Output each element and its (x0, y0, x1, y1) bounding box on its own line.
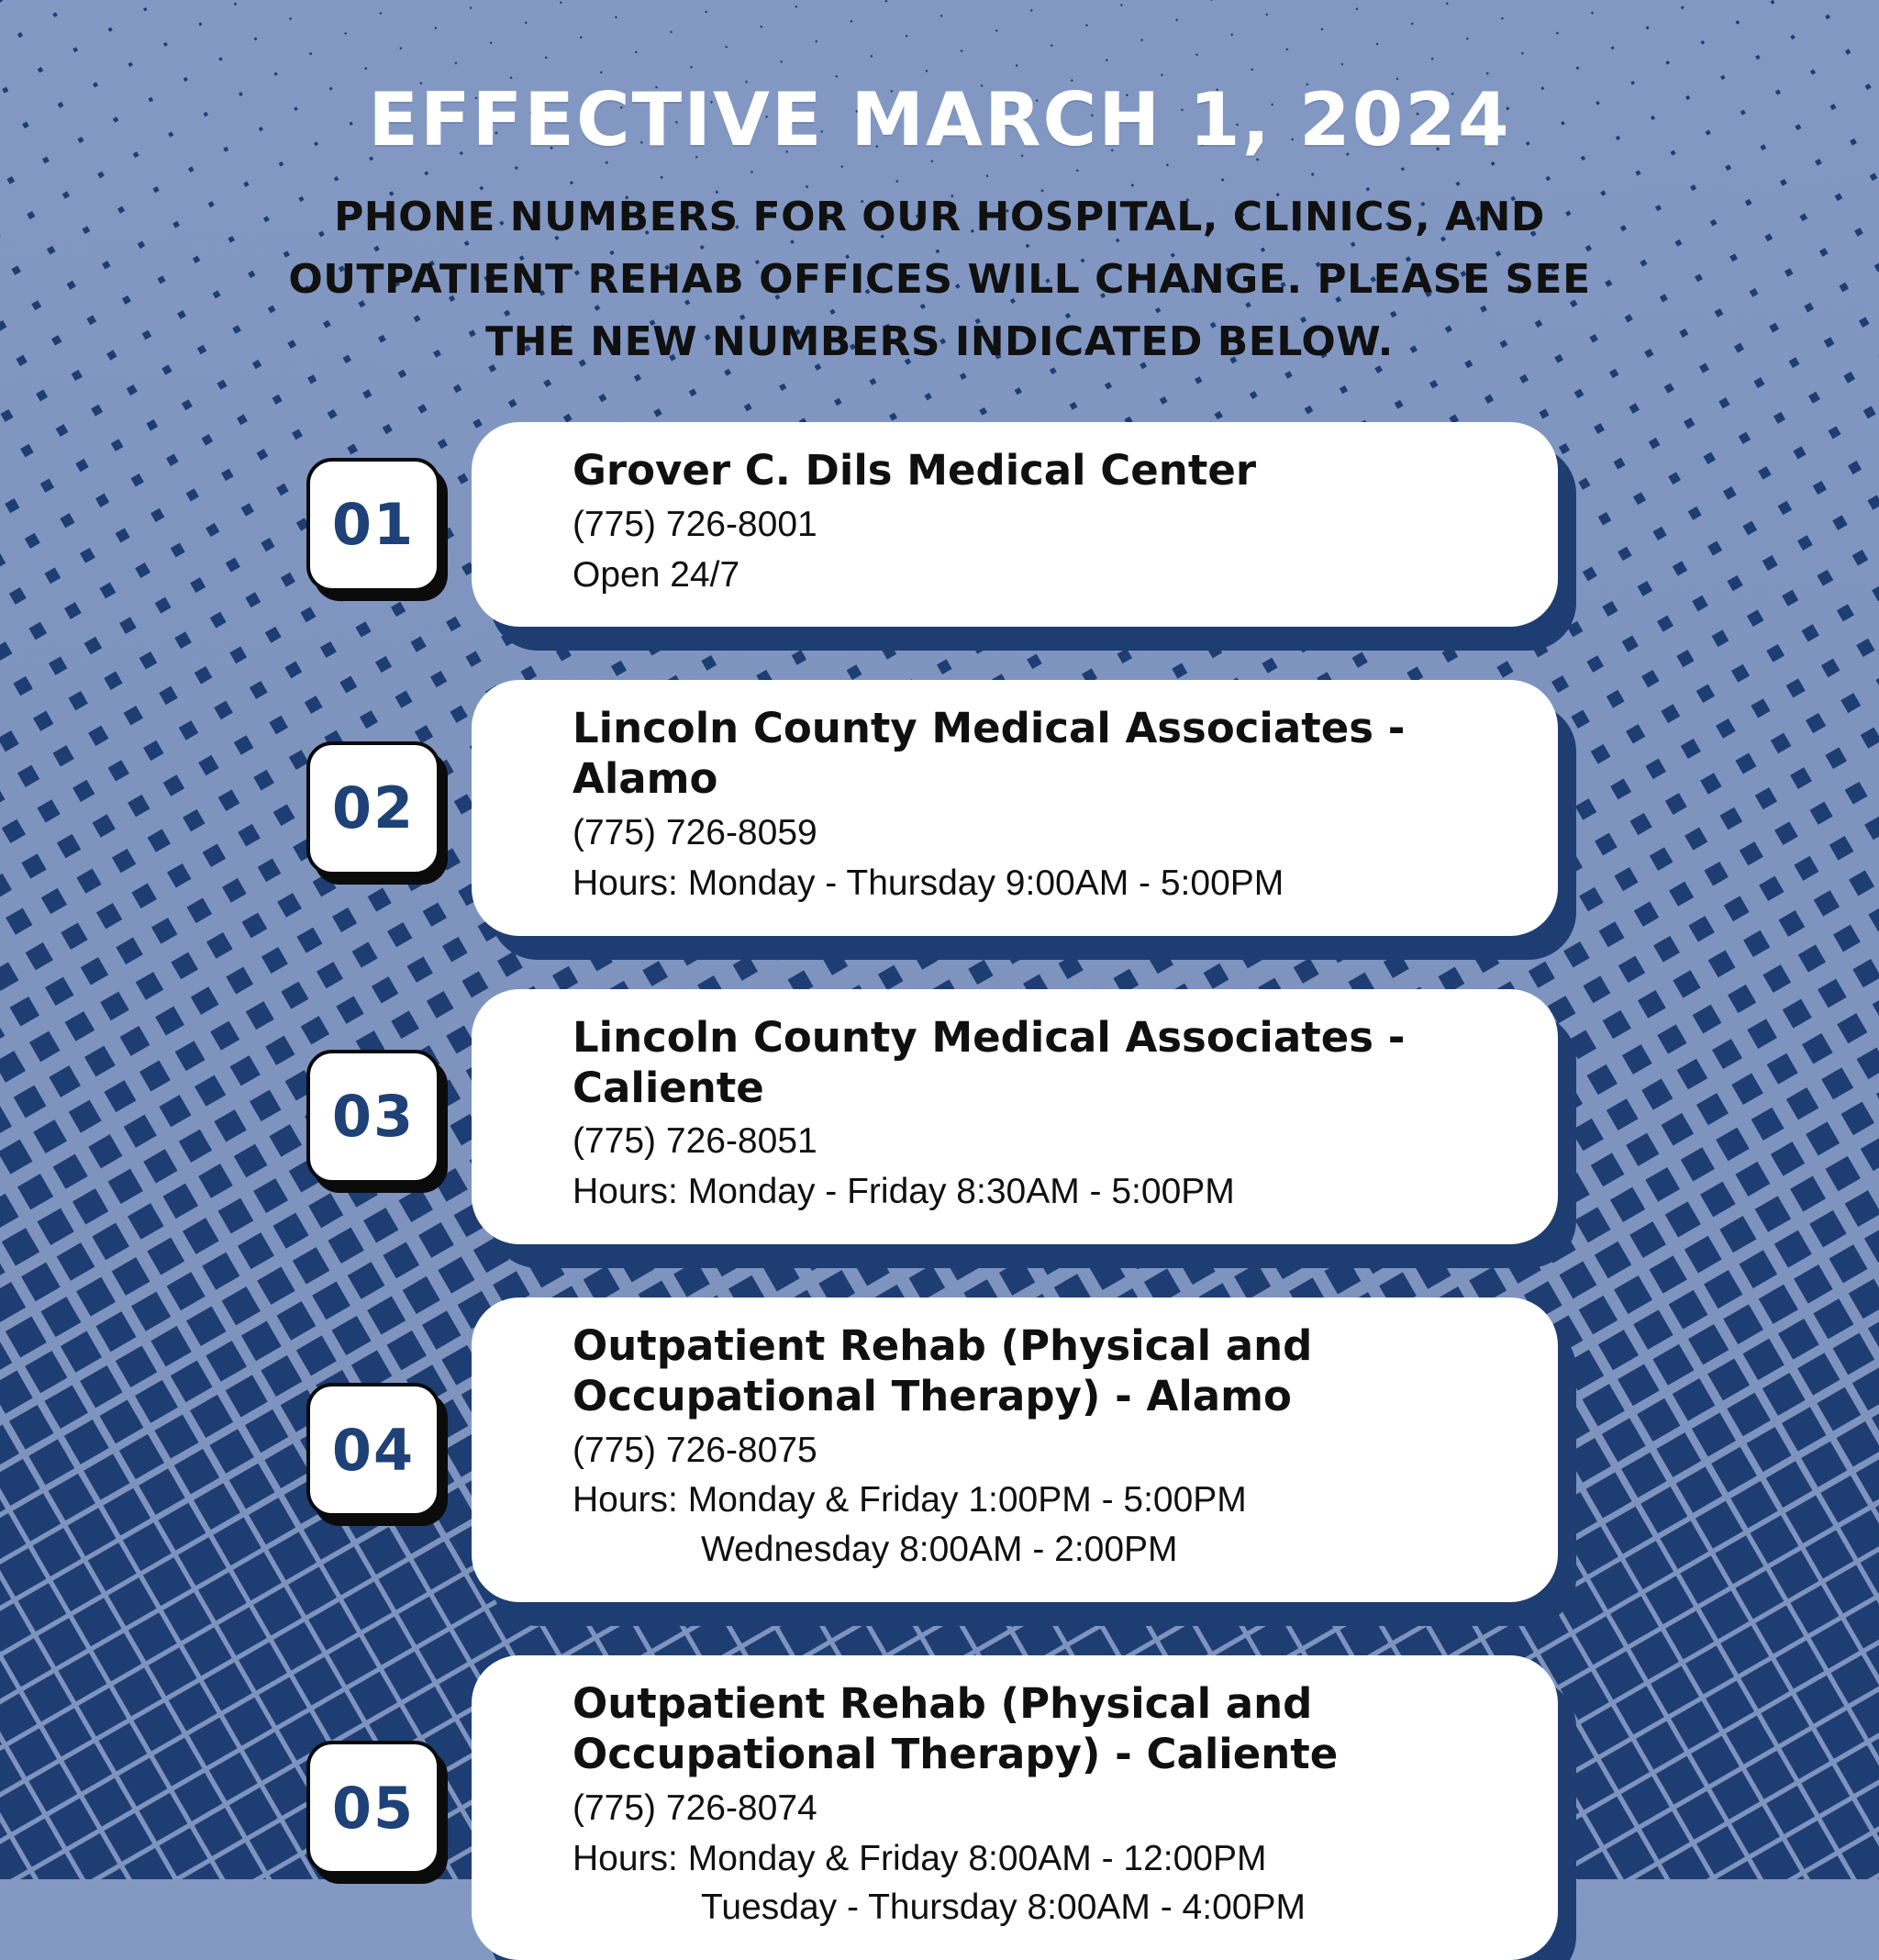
location-name: Outpatient Rehab (Physical and Occupational Therapy) - Alamo (573, 1320, 1313, 1420)
location-number: 05 (331, 1774, 416, 1842)
location-list (306, 422, 1558, 1960)
location-row (306, 1297, 1558, 1602)
location-number: 02 (331, 774, 416, 842)
location-number-badge (306, 741, 440, 875)
location-phone: (775) 726-8059 (573, 813, 817, 853)
location-hours-line: Hours: Monday - Thursday 9:00AM - 5:00PM (573, 863, 1284, 903)
subtitle-line: THE NEW NUMBERS INDICATED BELOW. (485, 318, 1394, 366)
location-hours-line: Hours: Monday - Friday 8:30AM - 5:00PM (573, 1172, 1235, 1212)
subtitle-line: PHONE NUMBERS FOR OUR HOSPITAL, CLINICS, AND (334, 194, 1545, 240)
location-phone: (775) 726-8075 (573, 1430, 817, 1470)
subtitle-line: OUTPATIENT REHAB OFFICES WILL CHANGE. PLEASE SEE (288, 256, 1591, 304)
location-phone: (775) 726-8074 (573, 1787, 817, 1828)
location-number-badge (306, 1050, 440, 1184)
location-number: 01 (331, 491, 416, 559)
page-title: EFFECTIVE MARCH 1, 2024 (368, 77, 1511, 162)
location-phone: (775) 726-8001 (573, 504, 817, 544)
location-card (472, 1655, 1558, 1960)
location-name: Lincoln County Medical Associates - Caliente (573, 1012, 1406, 1112)
location-number-badge (306, 458, 440, 592)
poster-header (0, 0, 1879, 374)
location-number-badge (306, 1741, 440, 1875)
location-hours (573, 1834, 1518, 1933)
location-row (306, 422, 1558, 627)
location-hours-line: Open 24/7 (573, 554, 740, 595)
location-row (306, 989, 1558, 1244)
location-number-badge (306, 1383, 440, 1517)
location-hours (573, 1476, 1518, 1575)
location-card (472, 422, 1558, 627)
location-number: 04 (331, 1416, 416, 1484)
location-card (472, 680, 1558, 935)
location-card (472, 989, 1558, 1244)
location-number: 03 (331, 1083, 416, 1151)
location-phone: (775) 726-8051 (573, 1121, 817, 1162)
location-card (472, 1297, 1558, 1602)
location-name: Lincoln County Medical Associates - Alamo (573, 704, 1406, 804)
location-name: Grover C. Dils Medical Center (573, 446, 1257, 495)
location-name: Outpatient Rehab (Physical and Occupational Therapy) - Caliente (573, 1679, 1339, 1778)
location-hours-line: Hours: Monday & Friday 1:00PM - 5:00PM (573, 1480, 1247, 1520)
location-hours (573, 1167, 1518, 1217)
location-hours (573, 859, 1518, 908)
location-hours (573, 551, 1518, 600)
location-row (306, 1655, 1558, 1960)
page-subtitle (0, 186, 1879, 374)
location-hours-line: Wednesday 8:00AM - 2:00PM (701, 1530, 1178, 1570)
location-row (306, 680, 1558, 935)
location-hours-line: Tuesday - Thursday 8:00AM - 4:00PM (701, 1888, 1306, 1928)
location-hours-line: Hours: Monday & Friday 8:00AM - 12:00PM (573, 1838, 1267, 1878)
